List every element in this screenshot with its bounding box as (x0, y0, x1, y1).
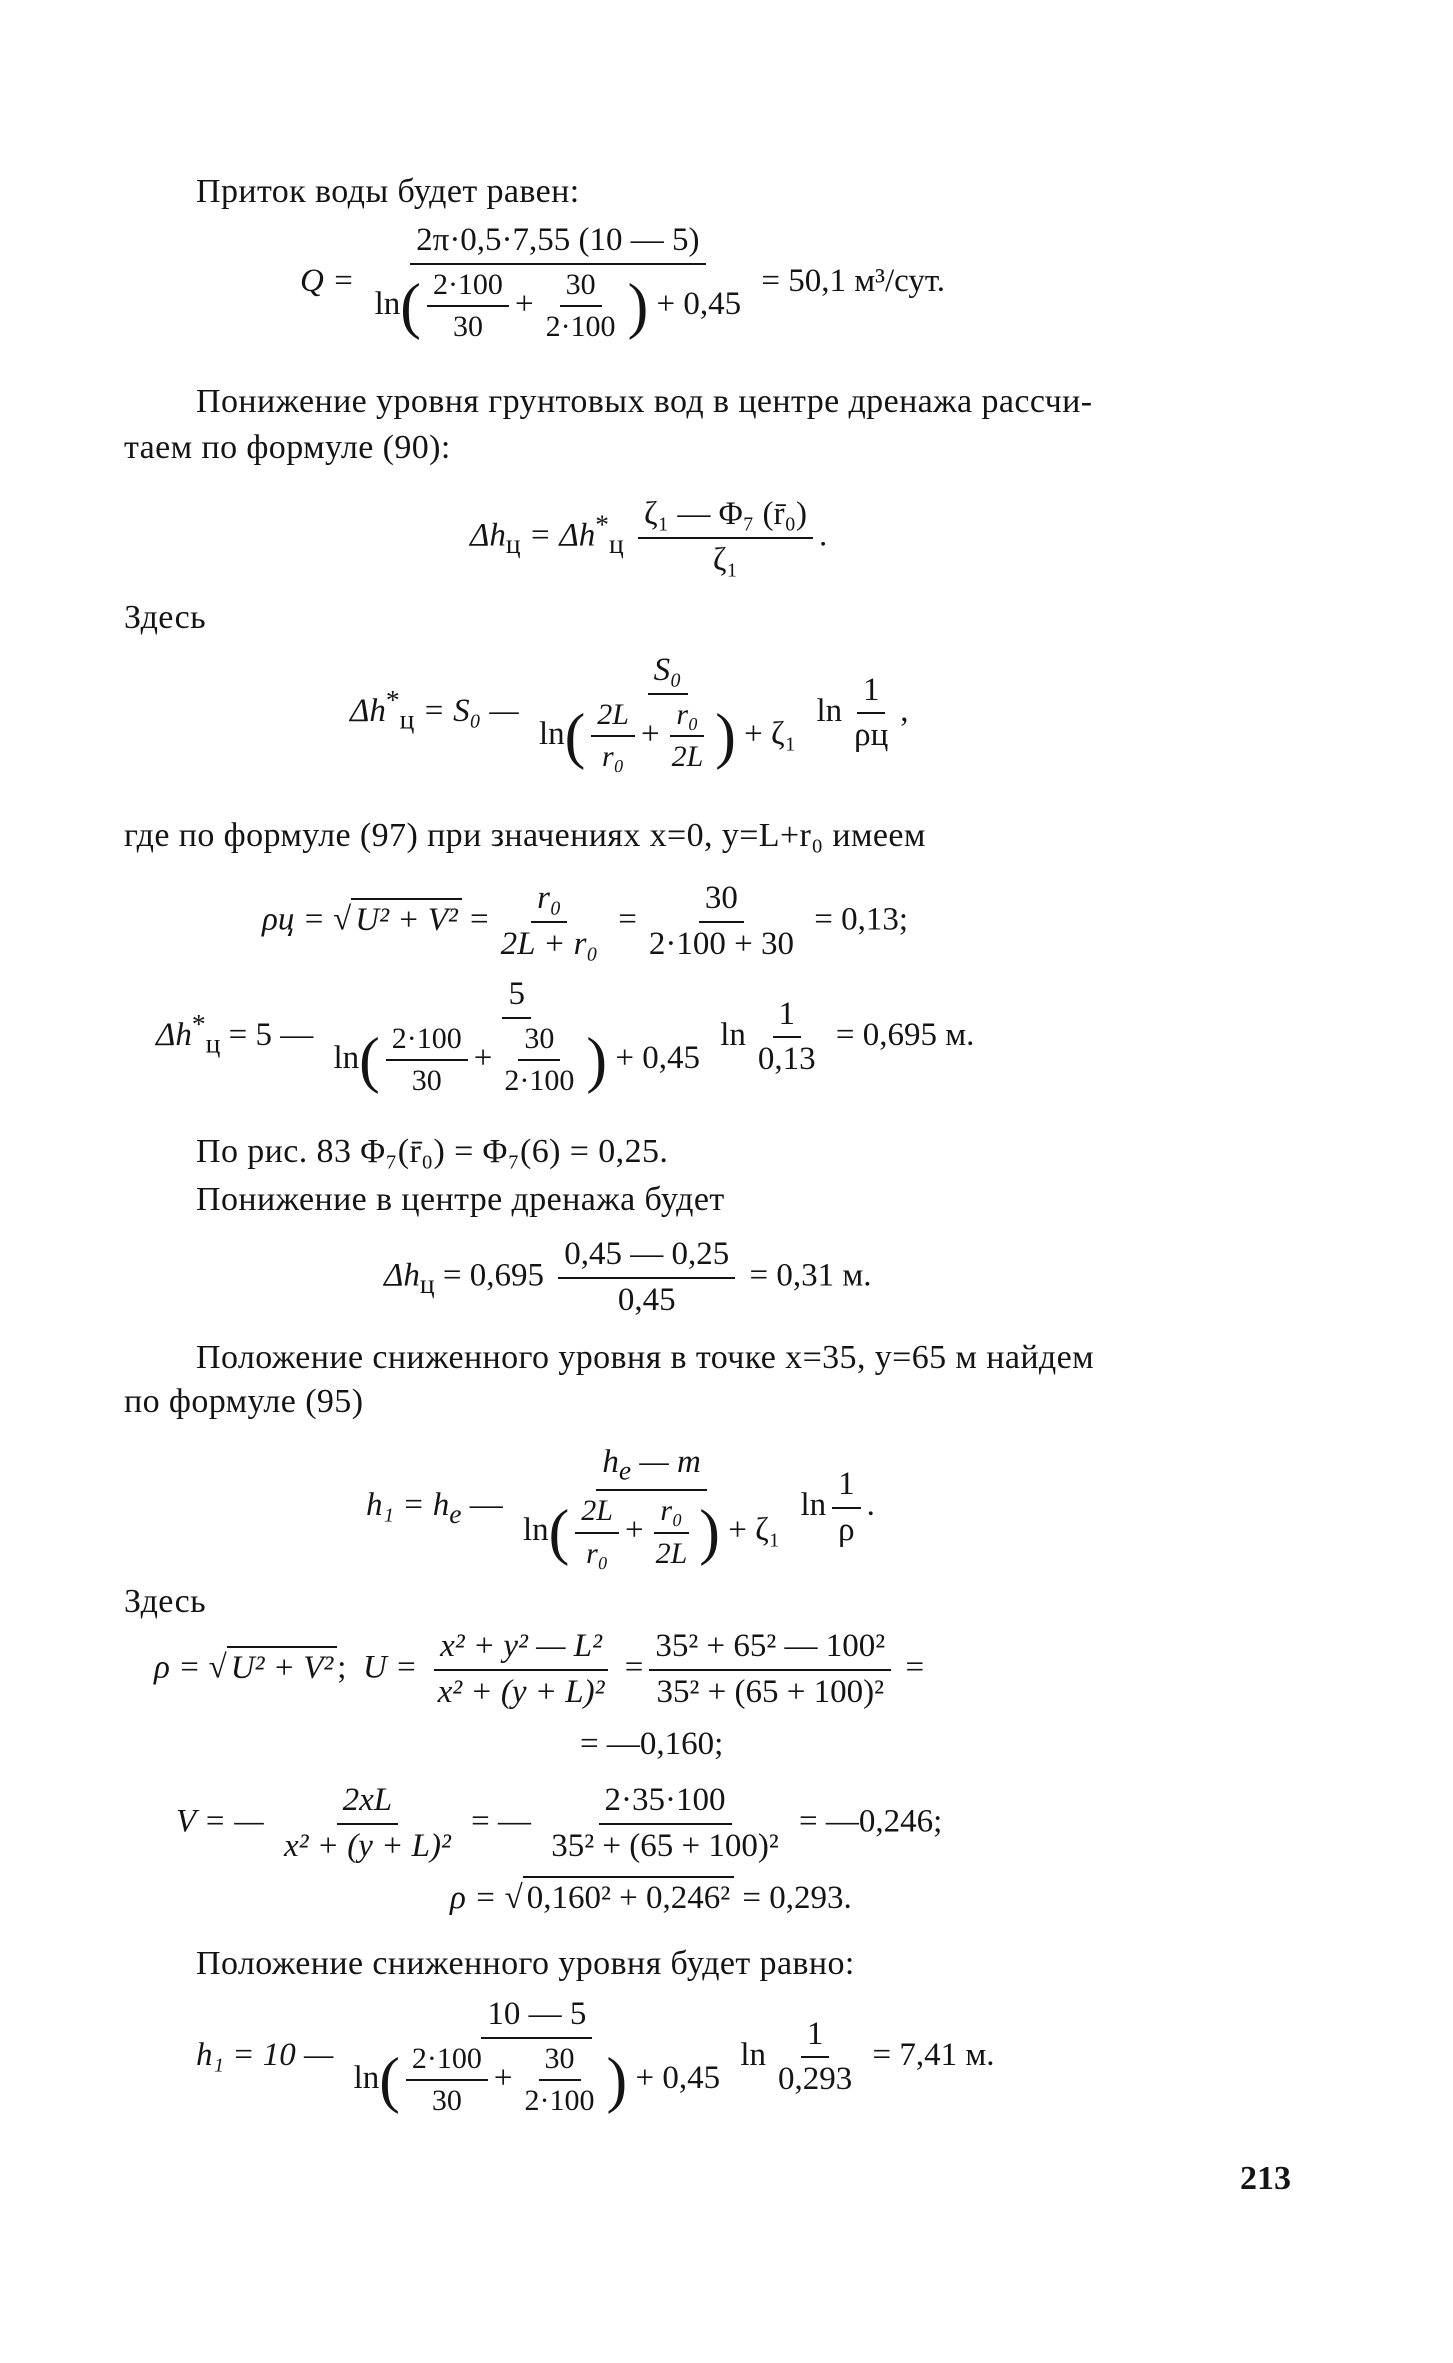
fr-den: 2·100 (524, 2084, 595, 2118)
numerator: r₀ (531, 880, 567, 923)
fraction (638, 496, 813, 580)
denominator: ζ₁ (712, 541, 739, 578)
fr-num: 30 (518, 1022, 560, 1062)
fraction (517, 1444, 786, 1571)
equation-90: $\Delta h_ц = \Delta h^*_ц$ $\frac{\text{ζ₁ — Φ₇ (r̄₀)}}{\text{ζ₁}}$ . (470, 496, 828, 578)
fr-den: 30 (431, 2084, 462, 2118)
fraction (558, 1236, 735, 1320)
numerator: x² + y² — L² (434, 1628, 608, 1671)
eq-rho: ρ = (154, 1649, 201, 1686)
eq-sub: ц (505, 528, 521, 560)
eq-lhs: h₁ = h (366, 1487, 450, 1524)
eq-lhs: h₁ = 10 — (196, 2037, 334, 2074)
radicand: U² + V² (227, 1646, 338, 1686)
numerator: 1 (832, 1466, 861, 1509)
numerator: 1 (773, 996, 802, 1039)
eq-sub: e (449, 1497, 462, 1529)
text-drawdown-2: таем по формуле (90): (124, 429, 451, 466)
eq-result: = 0,695 м. (835, 1017, 975, 1054)
fraction (278, 1782, 457, 1866)
eq-lhs: Δh (470, 517, 506, 554)
denominator: 0,293 (778, 2061, 853, 2098)
text-inflow: Приток воды будет равен: (196, 173, 580, 210)
numerator: 5 (502, 976, 531, 1019)
fraction (495, 880, 604, 964)
numerator: 30 (699, 880, 744, 923)
den-tail: + 0,45 (635, 2060, 721, 2097)
fr-den: 2·100 (504, 1064, 575, 1098)
eq-result: = 50,1 м³/сут. (761, 263, 946, 300)
eq-dash: — (469, 1487, 503, 1524)
page-number: 213 (1240, 2160, 1291, 2197)
equation-v (176, 1782, 942, 1866)
fr-num: 2L (591, 698, 635, 738)
fr-num: 2·100 (386, 1022, 468, 1062)
fr-den: 2L (671, 740, 704, 774)
radicand: 0,160² + 0,246² (523, 1876, 734, 1916)
num-tail: — m (631, 1444, 701, 1480)
eq-result: = —0,246; (799, 1803, 943, 1840)
fraction (772, 2016, 858, 2100)
numerator (596, 1444, 706, 1491)
numerator: 10 — 5 (481, 1996, 592, 2039)
denominator: x² + (y + L)² (437, 1673, 605, 1710)
denominator: x² + (y + L)² (283, 1827, 451, 1864)
eq-mid: = — (471, 1803, 532, 1840)
numerator: 1 (801, 2016, 830, 2059)
eq-rhs: = S₀ — (422, 693, 519, 730)
eq-lhs: Δh (350, 693, 386, 730)
denominator: 35² + (65 + 100)² (551, 1827, 779, 1864)
den-tail: + 0,45 (615, 1040, 700, 1077)
equation-rho-numeric: ρ = √ 0,160² + 0,246² = 0,293. (450, 1880, 852, 1917)
eq-result: = 0,31 м. (749, 1257, 872, 1294)
eq-lhs: ρц = (262, 901, 325, 938)
denominator: ln( $\frac{2\cdot 100}{30}$ + $\frac{30}{2\cdot 100}$ ) + 0,45 (353, 2041, 721, 2118)
fr-num: r₀ (670, 698, 704, 738)
eq-rhs: = 5 — (228, 1017, 314, 1054)
denominator: ln( $\frac{2L}{\text{r₀}}$ + $\frac{\text{r₀}}{2L}$ ) + ζ₁ (538, 697, 797, 774)
den-tail: + ζ₁ (728, 1512, 781, 1549)
eq-sign: = (905, 1649, 925, 1686)
fraction (545, 1782, 785, 1866)
numerator: 2π·0,5·7,55 (10 — 5) (410, 222, 705, 265)
numerator: 0,45 — 0,25 (558, 1236, 735, 1279)
text-here-1: Здесь (124, 599, 207, 636)
text-formula-97: где по формуле (97) при значениях x=0, y=L+r₀ имеем (124, 817, 926, 854)
fraction (752, 996, 822, 1080)
denominator: 0,45 (617, 1281, 676, 1318)
equation-95: $h_1 = h_e$ — $h_e$ — m ln( $\frac{2L}{\text{r₀}}$ + $\frac{\text{r₀}}{2L}$ ) + ζ₁ ln $\frac{1}{\rho}$ . (366, 1444, 875, 1570)
equation-dh-star-numeric: $\Delta h^*_ц = 5$ — 5 ln( $\frac{2\cdot 100}{30}$ + $\frac{30}{2\cdot 100}$ ) + 0,45 ln $\frac{1}{0,13}$ = 0,695 м. (156, 976, 975, 1098)
den-tail: + ζ₁ (744, 716, 797, 753)
eq-lhs: V = — (176, 1803, 264, 1840)
equation-inflow (300, 222, 945, 345)
denominator: ρц (854, 717, 889, 754)
eq-result: = 0,293. (742, 1880, 852, 1916)
fraction (643, 880, 800, 964)
fraction (348, 1996, 726, 2119)
denominator: 35² + (65 + 100)² (656, 1673, 885, 1710)
text-here-2: Здесь (124, 1583, 207, 1620)
fraction (327, 976, 705, 1099)
num-sub: e (618, 1454, 632, 1486)
fraction (649, 1628, 891, 1712)
numerator: 1 (857, 672, 886, 715)
fr-den: 2L (655, 1536, 688, 1570)
eq-lhs: ρ = (450, 1880, 497, 1916)
radicand: U² + V² (351, 898, 462, 938)
fraction (432, 1628, 611, 1712)
eq-result: = 7,41 м. (872, 2037, 995, 2074)
numerator: 2·35·100 (599, 1782, 732, 1825)
denominator: ln( $\frac{2\cdot 100}{30}$ + $\frac{30}{2\cdot 100}$ ) + 0,45 (333, 1021, 700, 1098)
eq-lhs: Q = (300, 263, 355, 300)
fraction (848, 672, 894, 756)
fr-den: 2·100 (545, 310, 616, 344)
denominator: ln( $\frac{2\cdot 100}{30}$ + $\frac{30}{2\cdot 100}$ ) + 0,45 (374, 267, 742, 344)
fr-num: 30 (560, 268, 602, 308)
equation-u-result: = —0,160; (580, 1726, 724, 1762)
numerator: 2xL (337, 1782, 399, 1825)
equation-dh-star: $\Delta h^*_ц = S_0$ — S₀ ln( $\frac{2L}{\text{r₀}}$ + $\frac{\text{r₀}}{2L}$ ) + ζ₁ ln $\frac{1}{\rho ц}$ , (350, 652, 909, 774)
fraction (533, 652, 802, 775)
equation-dh-numeric: $\Delta h_ц = 0,695$ $\frac{0,45 — 0,25}{0,45}$ = 0,31 м. (384, 1236, 872, 1318)
fr-num: 2·100 (427, 268, 509, 308)
num-h: h (602, 1444, 619, 1480)
numerator: ζ₁ — Φ₇ (r̄₀) (638, 496, 813, 539)
denominator: ρ (838, 1511, 855, 1548)
fraction (832, 1466, 861, 1550)
eq-rhs: = 0,695 (442, 1257, 544, 1294)
fr-num: 2L (575, 1494, 619, 1534)
fr-num: r₀ (654, 1494, 688, 1534)
text-fig-83: По рис. 83 Φ₇(r̄₀) = Φ₇(6) = 0,25. (196, 1133, 669, 1170)
fraction (369, 222, 747, 345)
fr-den: 30 (411, 1064, 442, 1098)
eq-rhs: = Δh (528, 517, 596, 554)
eq-result: = 0,13; (814, 901, 909, 938)
denominator: 2·100 + 30 (648, 925, 794, 962)
fr-den: 30 (452, 310, 483, 344)
equation-final-h: h₁ = 10 — 10 — 5 ln( $\frac{2\cdot 100}{30}$ + $\frac{30}{2\cdot 100}$ ) + 0,45 ln $\frac{1}{0,293}$ = 7,41 м. (196, 1996, 995, 2118)
equation-rho: ρц = √ U² + V² = $\frac{\text{r₀}}{\text{2L + r₀}}$ = $\frac{30}{2\cdot 100 + 30}$ = 0,13; (262, 880, 909, 962)
den-tail: + 0,45 (656, 286, 742, 323)
text-position-1: Положение сниженного уровня в точке x=35, y=65 м найдем (196, 1339, 1095, 1376)
numerator: 35² + 65² — 100² (649, 1628, 891, 1671)
eq-u: U = (362, 1649, 418, 1686)
fr-den: r₀ (602, 740, 625, 774)
fr-den: r₀ (586, 1536, 609, 1570)
denominator: 0,13 (757, 1041, 816, 1078)
equation-u: ρ = √ U² + V² ; U = $\frac{\text{x² + y² — L²}}{\text{x² + (y + L)²}}$ = $\frac{\text{35² + 65² — 100²}}{\text{35² + (65 + 100)²}}$ = (154, 1628, 925, 1710)
fr-num: 2·100 (406, 2042, 488, 2082)
fr-num: 30 (539, 2042, 581, 2082)
text-position-2: по формуле (95) (124, 1383, 364, 1420)
denominator: 2L + r₀ (500, 925, 598, 962)
denominator: ln( $\frac{2L}{\text{r₀}}$ + $\frac{\text{r₀}}{2L}$ ) + ζ₁ (522, 1494, 781, 1570)
text-final-position: Положение сниженного уровня будет равно: (196, 1945, 855, 1982)
numerator: S₀ (648, 652, 688, 695)
text-drawdown-1: Понижение уровня грунтовых вод в центре дренажа рассчи- (196, 383, 1093, 420)
text-center-drawdown: Понижение в центре дренажа будет (196, 1181, 725, 1218)
